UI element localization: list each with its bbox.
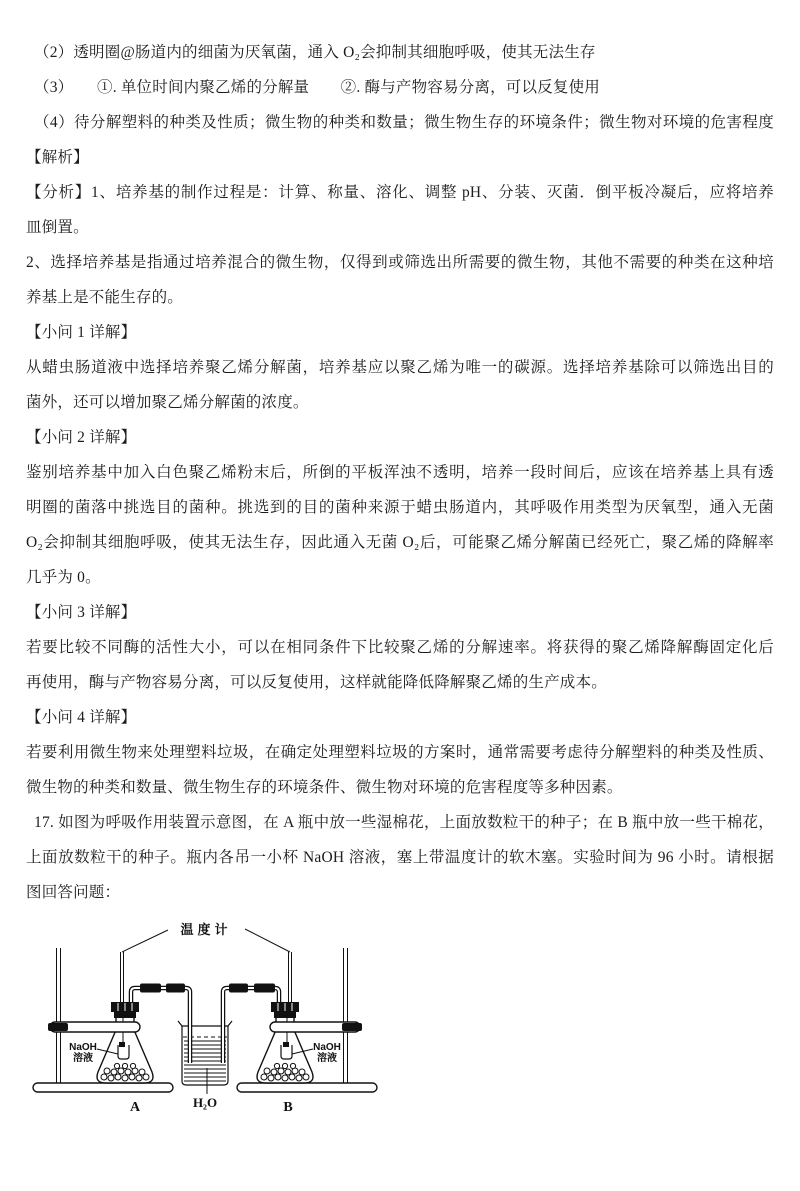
subq3-line-1: 若要比较不同酶的活性大小，可以在相同条件下比较聚乙烯的分解速率。将获得的聚乙烯降解酶固定化后	[26, 639, 774, 656]
rubber-coupling	[254, 984, 275, 993]
thermometer-b	[289, 952, 292, 1002]
heading-subq3: 【小问 3 详解】	[26, 604, 137, 621]
subq2-line-1: 鉴别培养基中加入白色聚乙烯粉末后，所倒的平板浑浊不透明，培养一段时间后，应该在培养基上具有透	[26, 464, 774, 481]
apparatus-diagram	[30, 918, 390, 1123]
naoh-label-a-line1: NaOH	[69, 1042, 97, 1053]
thermometer-callout	[122, 922, 290, 952]
q17-line-2: 上面放数粒干的种子。瓶内各吊一小杯 NaOH 溶液，塞上带温度计的软木塞。实验时间为 96 小时。请根据	[26, 849, 774, 866]
water-callout	[193, 1068, 217, 1110]
flask-a-label: A	[129, 1100, 141, 1115]
analysis-line-3: 2、选择培养基是指通过培养混合的微生物，仅得到或筛选出所需要的微生物，其他不需要的种类在这种培	[26, 254, 774, 271]
subq1-line-2: 菌外，还可以增加聚乙烯分解菌的浓度。	[26, 394, 309, 411]
subq3-line-2: 再使用，酶与产物容易分离，可以反复使用，这样就能降低降解聚乙烯的生产成本。	[26, 674, 607, 691]
clamp-arm-a	[48, 1022, 140, 1032]
naoh-label-a-line2: 溶液	[73, 1053, 93, 1064]
flask-b-label: B	[283, 1100, 293, 1115]
answer-line-4: （4）待分解塑料的种类及性质；微生物的种类和数量；微生物生存的环境条件；微生物对环境的危害程度	[34, 114, 774, 131]
analysis-line-1: 【分析】1、培养基的制作过程是：计算、称量、溶化、调整 pH、分装、灭菌．倒平板冷凝后，应将培养	[26, 184, 774, 201]
rubber-coupling	[229, 984, 248, 993]
naoh-label-b-line1: NaOH	[313, 1042, 341, 1053]
q17-line-1: 17. 如图为呼吸作用装置示意图，在 A 瓶中放一些湿棉花，上面放数粒干的种子；在 B 瓶中放一些干棉花，	[34, 814, 774, 831]
answer-line-2: （2）透明圈@肠道内的细菌为厌氧菌，通入 O₂会抑制其细胞呼吸，使其无法生存	[34, 44, 596, 61]
respiration-apparatus-figure	[30, 918, 390, 1123]
subq2-line-3: O₂会抑制其细胞呼吸，使其无法生存，因此通入无菌 O₂后，可能聚乙烯分解菌已经死亡，聚乙烯的降解率	[26, 534, 774, 551]
naoh-label-b-line2: 溶液	[317, 1053, 337, 1064]
thermometer-label: 温度计	[180, 922, 232, 937]
answer-line-3: （3） ①. 单位时间内聚乙烯的分解量 ②. 酶与产物容易分离，可以反复使用	[34, 79, 601, 96]
answer-text-block	[26, 35, 774, 910]
rubber-coupling	[166, 984, 185, 993]
clamp-knob-b	[342, 1023, 362, 1031]
heading-subq2: 【小问 2 详解】	[26, 429, 137, 446]
stopper-a	[111, 1002, 139, 1018]
subq4-line-2: 微生物的种类和数量、微生物生存的环境条件、微生物对环境的危害程度等多种因素。	[26, 779, 623, 796]
clamp-knob-a	[48, 1023, 68, 1031]
subq1-line-1: 从蜡虫肠道液中选择培养聚乙烯分解菌，培养基应以聚乙烯为唯一的碳源。选择培养基除可以筛选出目的	[26, 359, 774, 376]
subq2-line-2: 明圈的菌落中挑选目的菌种。挑选到的目的菌种来源于蜡虫肠道内，其呼吸作用类型为厌氧型，通入无菌	[26, 499, 774, 516]
heading-subq4: 【小问 4 详解】	[26, 709, 137, 726]
thermometer-a	[121, 952, 124, 1002]
water-label: H₂O	[192, 1095, 218, 1110]
stopper-b	[271, 1002, 299, 1018]
analysis-line-4: 养基上是不能生存的。	[26, 289, 184, 306]
q17-line-3: 图回答问题：	[26, 884, 121, 901]
subq2-line-4: 几乎为 0。	[26, 569, 101, 586]
heading-subq1: 【小问 1 详解】	[26, 324, 137, 341]
analysis-line-2: 皿倒置。	[26, 219, 89, 236]
section-jiexi: 【解析】	[26, 149, 89, 166]
subq4-line-1: 若要利用微生物来处理塑料垃圾，在确定处理塑料垃圾的方案时，通常需要考虑待分解塑料的种类及性质、	[26, 744, 774, 761]
clamp-arm-b	[270, 1022, 362, 1032]
rubber-coupling	[140, 984, 161, 993]
